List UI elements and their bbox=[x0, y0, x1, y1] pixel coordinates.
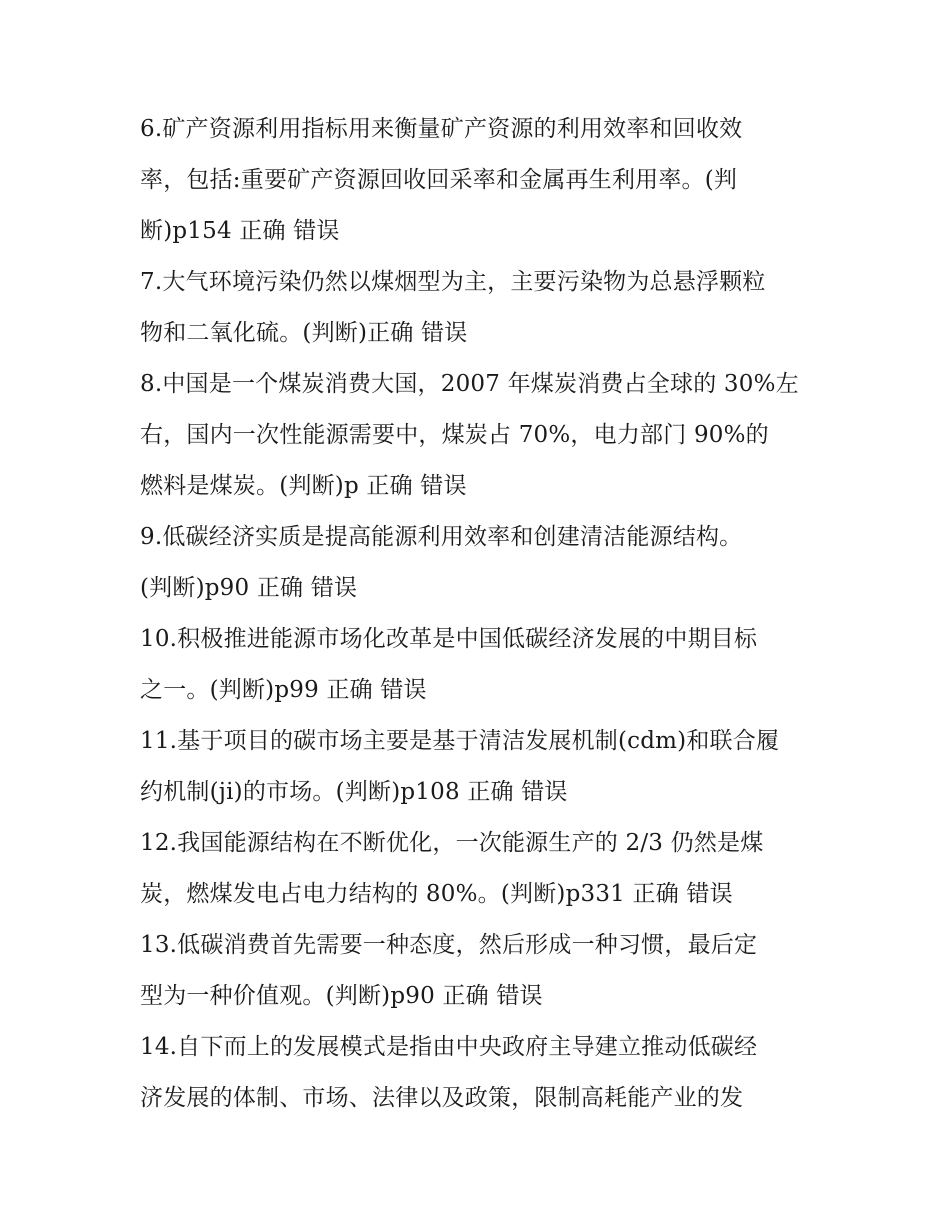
text-line: 10.积极推进能源市场化改革是中国低碳经济发展的中期目标 bbox=[140, 626, 758, 652]
text-line: 约机制(ji)的市场。(判断)p108 正确 错误 bbox=[140, 779, 568, 805]
text-line: 14.自下而上的发展模式是指由中央政府主导建立推动低碳经 bbox=[140, 1034, 758, 1060]
document-body bbox=[140, 104, 812, 1124]
text-line: (判断)p90 正确 错误 bbox=[140, 575, 358, 601]
text-line: 6.矿产资源利用指标用来衡量矿产资源的利用效率和回收效 bbox=[140, 116, 743, 142]
text-line: 8.中国是一个煤炭消费大国，2007 年煤炭消费占全球的 30%左 bbox=[140, 371, 799, 397]
text-line: 断)p154 正确 错误 bbox=[140, 218, 340, 244]
text-line: 9.低碳经济实质是提高能源利用效率和创建清洁能源结构。 bbox=[140, 524, 743, 550]
text-line: 燃料是煤炭。(判断)p 正确 错误 bbox=[140, 473, 467, 499]
text-line: 物和二氧化硫。(判断)正确 错误 bbox=[140, 320, 468, 346]
text-line: 12.我国能源结构在不断优化，一次能源生产的 2/3 仍然是煤 bbox=[140, 830, 764, 856]
text-line: 济发展的体制、市场、法律以及政策，限制高耗能产业的发 bbox=[140, 1085, 744, 1111]
text-line: 11.基于项目的碳市场主要是基于清洁发展机制(cdm)和联合履 bbox=[140, 728, 780, 754]
text-line: 13.低碳消费首先需要一种态度，然后形成一种习惯，最后定 bbox=[140, 932, 758, 958]
text-line: 炭，燃煤发电占电力结构的 80%。(判断)p331 正确 错误 bbox=[140, 881, 733, 907]
text-line: 率，包括:重要矿产资源回收回采率和金属再生利用率。(判 bbox=[140, 167, 738, 193]
text-line: 型为一种价值观。(判断)p90 正确 错误 bbox=[140, 983, 543, 1009]
text-line: 右，国内一次性能源需要中，煤炭占 70%，电力部门 90%的 bbox=[140, 422, 769, 448]
text-line: 之一。(判断)p99 正确 错误 bbox=[140, 677, 427, 703]
text-line: 7.大气环境污染仍然以煤烟型为主，主要污染物为总悬浮颗粒 bbox=[140, 269, 766, 295]
